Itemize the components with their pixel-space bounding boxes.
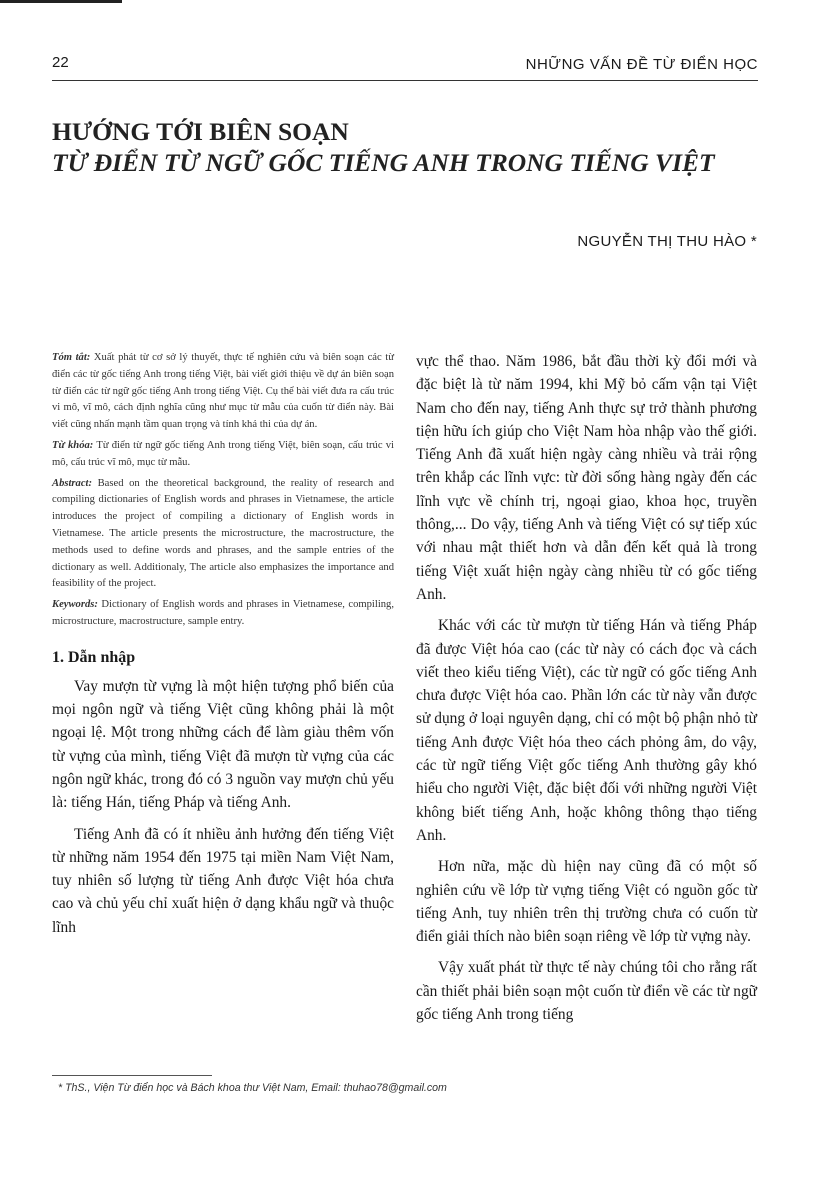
abstract-vietnamese	[52, 350, 394, 434]
keywords-english	[52, 597, 394, 631]
title-line-2: TỪ ĐIỂN TỪ NGỮ GỐC TIẾNG ANH TRONG TIẾNG VIỆT	[52, 148, 715, 177]
page-number: 22	[52, 54, 69, 71]
paragraph: Tiếng Anh đã có ít nhiều ảnh hưởng đến tiếng Việt từ những năm 1954 đến 1975 tại miền Nam Việt Nam, tuy nhiên số lượng từ tiếng Anh được Việt hóa chưa cao và chủ yếu chỉ xuất hiện ở dạng khẩu ngữ và thuộc lĩnh	[52, 825, 394, 936]
keywords-vietnamese	[52, 438, 394, 472]
keywords-en-label: Keywords:	[52, 599, 98, 611]
abstract-vi-text: Xuất phát từ cơ sở lý thuyết, thực tế nghiên cứu và biên soạn các từ điển các từ gốc tiếng Anh trong tiếng Việt, bài viết giới thiệu về dự án biên soạn từ điển các từ ngữ gốc tiếng Anh trong tiếng Việt. Cụ thể bài viết đưa ra cấu trúc vi mô, vĩ mô, cách định nghĩa cũng như mục từ mẫu của cuốn từ điển này. Bài viết cũng nhấn mạnh tầm quan trọng và tính khả thi của dự án.	[52, 352, 394, 431]
journal-name: NHỮNG VẤN ĐỀ TỪ ĐIỂN HỌC	[525, 56, 758, 73]
keywords-vi-label: Từ khóa:	[52, 439, 94, 451]
paragraph: Khác với các từ mượn từ tiếng Hán và tiếng Pháp đã được Việt hóa cao (các từ này có cách đọc và cách viết theo kiểu tiếng Việt), các từ ngữ có gốc tiếng Anh chưa được Việt hóa cao. Phần lớn các từ này vẫn được sử dụng ở loại nguyên dạng, chỉ có một bộ phận nhỏ từ tiếng Anh được Việt hóa theo cách phỏng âm, do vậy, các từ ngữ tiếng Việt gốc tiếng Anh thường gây khó hiểu cho người Việt, đặc biệt đối với những người Việt không biết tiếng Anh, hoặc không thông thạo tiếng Anh.	[416, 617, 757, 844]
footnote-rule	[52, 1075, 212, 1076]
paragraph: Vậy xuất phát từ thực tế này chúng tôi cho rằng rất cần thiết phải biên soạn một cuốn từ điển về các từ ngữ gốc tiếng Anh trong tiếng	[416, 959, 757, 1024]
abstract-english	[52, 476, 394, 594]
right-column	[416, 350, 757, 1034]
abstract-en-text: Based on the theoretical background, the reality of research and compiling dictionaries of English words and phrases in Vietnamese, the article introduces the project of compiling a dictionary of English words in Vietnamese. The article presents the microstructure, the macrostructure, the methods used to define words and phrases, and the sample entries of the dictionary as well. Additionaly, The article also emphasizes the importance and feasibility of the project.	[52, 477, 394, 590]
paragraph: Hơn nữa, mặc dù hiện nay cũng đã có một số nghiên cứu về lớp từ vựng tiếng Việt có nguồn gốc từ tiếng Anh, tuy nhiên trên thị trường chưa có cuốn từ điển giải thích nào biên soạn riêng về lớp từ vựng này.	[416, 858, 757, 946]
footnote: * ThS., Viện Từ điển học và Bách khoa thư Việt Nam, Email: thuhao78@gmail.com	[58, 1082, 447, 1094]
abstract-en-label: Abstract:	[52, 477, 93, 489]
title-line-1: HƯỚNG TỚI BIÊN SOẠN	[52, 117, 349, 146]
running-header	[52, 54, 758, 81]
left-column	[52, 350, 394, 947]
keywords-en-text: Dictionary of English words and phrases in Vietnamese, compiling, microstructure, macrostructure, sample entry.	[52, 599, 394, 627]
paragraph: vực thể thao. Năm 1986, bắt đầu thời kỳ đổi mới và đặc biệt là từ năm 1994, khi Mỹ bỏ cấm vận tại Việt Nam cho đến nay, tiếng Anh thực sự trở thành phương tiện hữu ích giúp cho Việt Nam hòa nhập vào thế giới. Tiếng Anh đã xuất hiện ngày càng nhiều và trải rộng trên khắp các lĩnh vực: từ đời sống hàng ngày đến các lĩnh vực về chính trị, ngoại giao, khoa học, truyền thông,... Do vậy, tiếng Anh và tiếng Việt có sự tiếp xúc với nhau mật thiết hơn và dẫn đến kết quả là trong tiếng Việt xuất hiện ngày càng nhiều từ có gốc tiếng Anh.	[416, 353, 757, 603]
paragraph: Vay mượn từ vựng là một hiện tượng phổ biến của mọi ngôn ngữ và tiếng Việt cũng không phải là một ngoại lệ. Một trong những cách để làm giàu thêm vốn từ vựng của mình, tiếng Việt đã mượn từ vựng của các ngôn ngữ khác, trong đó có 3 nguồn vay mượn chủ yếu là: tiếng Hán, tiếng Pháp và tiếng Anh.	[52, 677, 394, 812]
scan-edge-mark	[0, 0, 122, 3]
section-heading: 1. Dẫn nhập	[52, 648, 136, 666]
author-name: NGUYỄN THỊ THU HÀO *	[577, 233, 757, 250]
keywords-vi-text: Từ điển từ ngữ gốc tiếng Anh trong tiếng Việt, biên soạn, cấu trúc vi mô, cấu trúc vĩ mô, mục từ mẫu.	[52, 439, 394, 468]
abstract-vi-label: Tóm tắt:	[52, 352, 91, 363]
article-title	[52, 116, 772, 178]
